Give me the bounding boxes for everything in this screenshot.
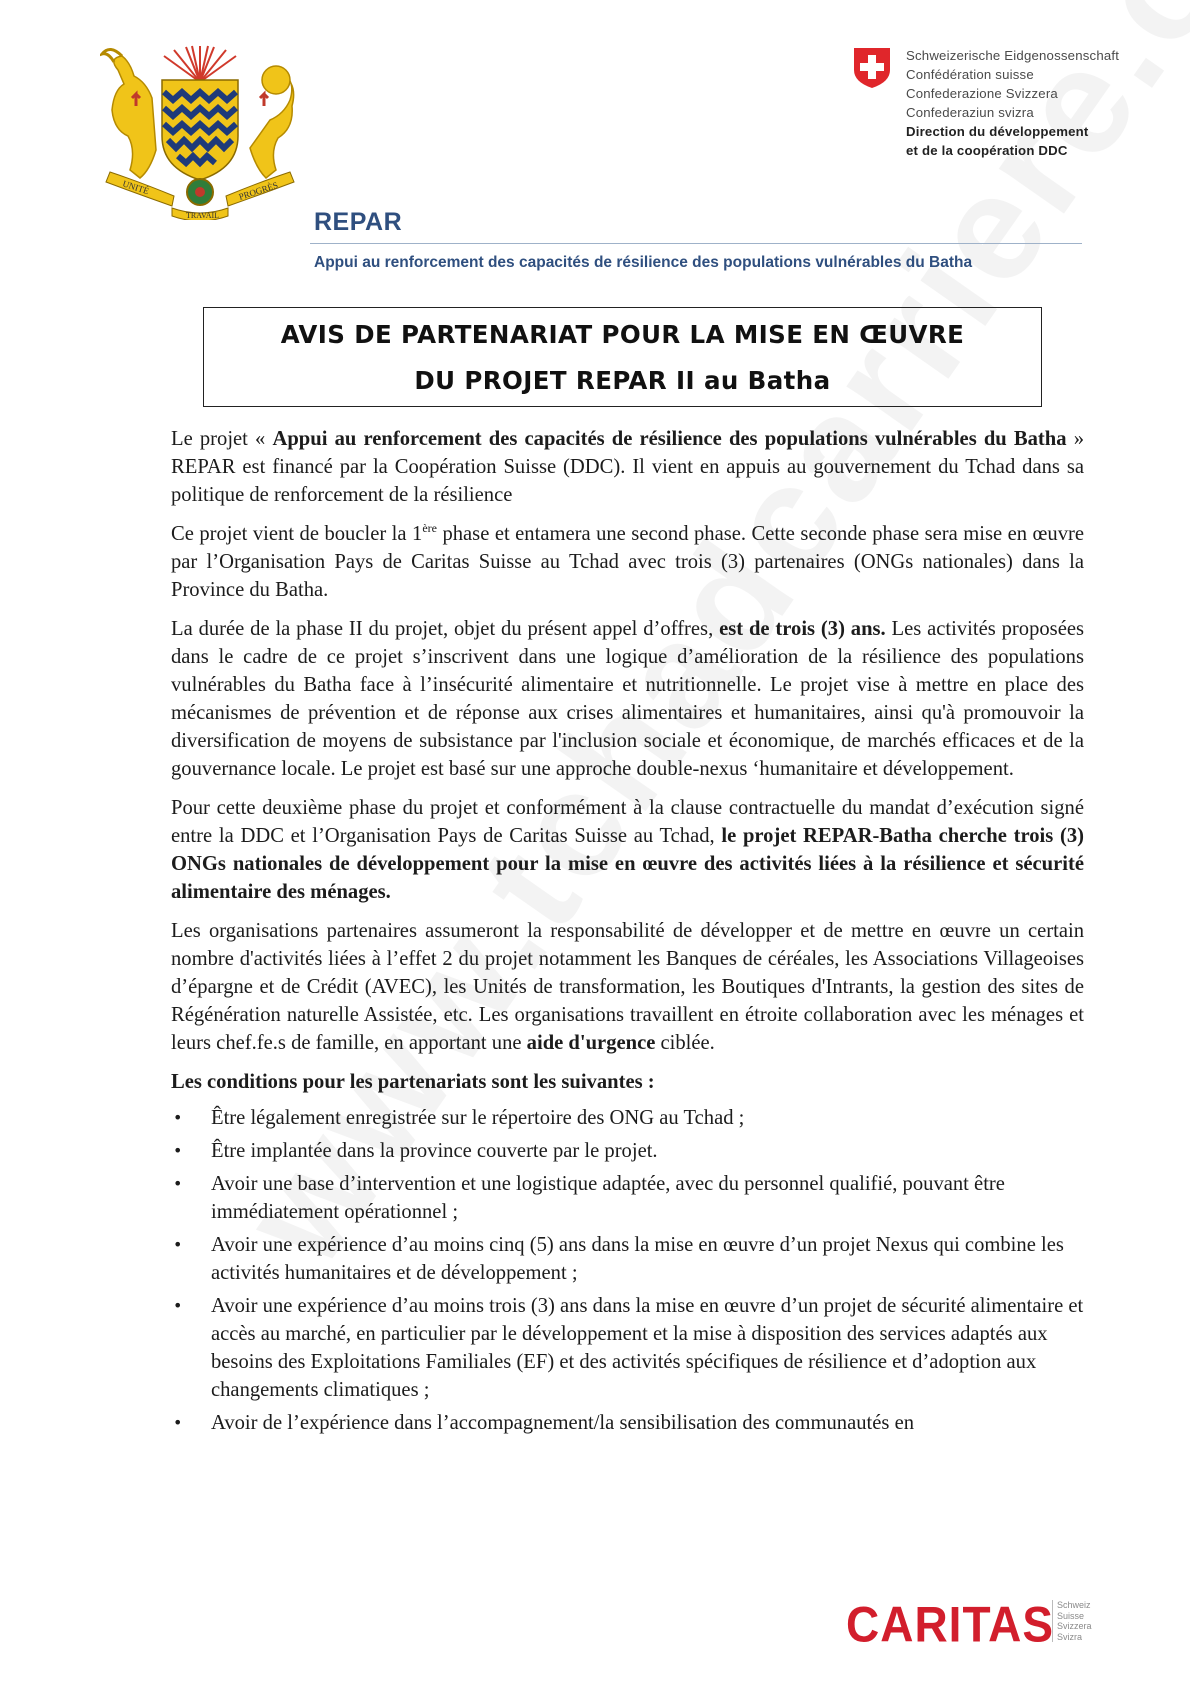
- swiss-confederation-block: [906, 46, 1119, 160]
- sunburst-icon: [164, 46, 236, 82]
- swiss-cross-icon: [852, 46, 892, 90]
- paragraph-search: Pour cette deuxième phase du projet et conformément à la clause contractuelle du mandat d’exécution signé entre la DDC et l’Organisation Pays de Caritas Suisse au Tchad, le projet REPAR-Batha cherche trois (3) ONGs nationales de développement pour la mise en œuvre des activités liées à la résilience et sécurité alimentaire des ménages.: [171, 797, 1085, 903]
- caritas-logo: CARITAS: [846, 1595, 1055, 1653]
- ddc-line: et de la coopération DDC: [906, 143, 1068, 158]
- conditions-list: [171, 1104, 1084, 1437]
- svg-text:PROGRÈS: PROGRÈS: [237, 179, 280, 202]
- notice-title-line2: DU PROJET REPAR II au Batha: [414, 366, 831, 395]
- paragraph-phase: Ce projet vient de boucler la 1ère phase et entamera une second phase. Cette seconde phase sera mise en œuvre par l’Organisation Pays de Caritas Suisse au Tchad avec trois (3) partenaires (ONGs nationales) dans la Province du Batha.: [171, 521, 1084, 601]
- paragraph-duration: La durée de la phase II du projet, objet du présent appel d’offres, est de trois (3) ans. Les activités proposées dans le cadre de ce projet s’inscrivent dans une logique d’amélioration de la résilience des populations vulnérables du Batha face à l’insécurité alimentaire et nutritionnelle. Le projet vise à mettre en place des mécanismes de prévention et de réponse aux crises alimentaires et humanitaires, ainsi qu'à promouvoir la diversification de moyens de subsistance par l'inclusion sociale et économique, de marchés efficaces et de la gouvernance locale. Le projet est basé sur une approche double-nexus ‘humanitaire et développement.: [171, 618, 1084, 780]
- conditions-heading: Les conditions pour les partenariats sont les suivantes :: [171, 1071, 655, 1093]
- list-item: • Être légalement enregistrée sur le répertoire des ONG au Tchad ;: [171, 1104, 1084, 1132]
- ddc-line: Direction du développement: [906, 124, 1089, 139]
- list-item: • Avoir une base d’intervention et une logistique adaptée, avec du personnel qualifié, pouvant être immédiatement opérationnel ;: [171, 1170, 1084, 1226]
- paragraph-responsibilities: Les organisations partenaires assumeront la responsabilité de développer et de mettre en œuvre un certain nombre d'activités liées à l’effet 2 du projet notamment les Banques de céréales, les Associations Villageoises d’épargne et de Crédit (AVEC), les Unités de transformation, les Boutiques d'Intrants, la gestion des sites de Régénération naturelle Assistée, etc. Les organisations travaillent en étroite collaboration avec les ménages et leurs chef.fe.s de famille, en apportant une aide d'urgence ciblée.: [171, 920, 1084, 1054]
- svg-text:TRAVAIL: TRAVAIL: [186, 211, 220, 220]
- swiss-line: Confederazione Svizzera: [906, 86, 1058, 101]
- swiss-line: Confederaziun svizra: [906, 105, 1034, 120]
- header-divider: [310, 243, 1082, 244]
- swiss-line: Confédération suisse: [906, 67, 1034, 82]
- list-item: • Avoir une expérience d’au moins cinq (5) ans dans la mise en œuvre d’un projet Nexus qui combine les activités humanitaires et de développement ;: [171, 1231, 1084, 1287]
- project-code-heading: REPAR: [314, 208, 403, 236]
- list-item: • Être implantée dans la province couverte par le projet.: [171, 1137, 1084, 1165]
- project-subtitle: Appui au renforcement des capacités de résilience des populations vulnérables du Batha: [314, 254, 973, 271]
- list-item: • Avoir de l’expérience dans l’accompagnement/la sensibilisation des communautés en: [171, 1409, 1084, 1437]
- list-item: • Avoir une expérience d’au moins trois (3) ans dans la mise en œuvre d’un projet de sécurité alimentaire et accès au marché, en particulier par le développement et la mise à disposition des services adaptés aux besoins des Exploitations Familiales (EF) et des activités spécifiques de résilience et d’adoption aux changements climatiques ;: [171, 1292, 1084, 1404]
- document-body: [171, 425, 1084, 1442]
- svg-text:UNITÉ: UNITÉ: [121, 178, 151, 197]
- swiss-line: Schweizerische Eidgenossenschaft: [906, 48, 1120, 63]
- goat-supporter-icon: [112, 56, 156, 178]
- notice-title-box: [203, 307, 1042, 407]
- notice-title-line1: AVIS DE PARTENARIAT POUR LA MISE EN ŒUVRE: [280, 320, 965, 349]
- caritas-country-lines: Schweiz Suisse Svizzera Svizra: [1052, 1600, 1092, 1642]
- paragraph-intro: Le projet « Appui au renforcement des capacités de résilience des populations vulnérables du Batha » REPAR est financé par la Coopération Suisse (DDC). Il vient en appuis au gouvernement du Tchad dans sa politique de renforcement de la résilience: [171, 428, 1084, 506]
- chad-coat-of-arms-logo: [100, 40, 300, 220]
